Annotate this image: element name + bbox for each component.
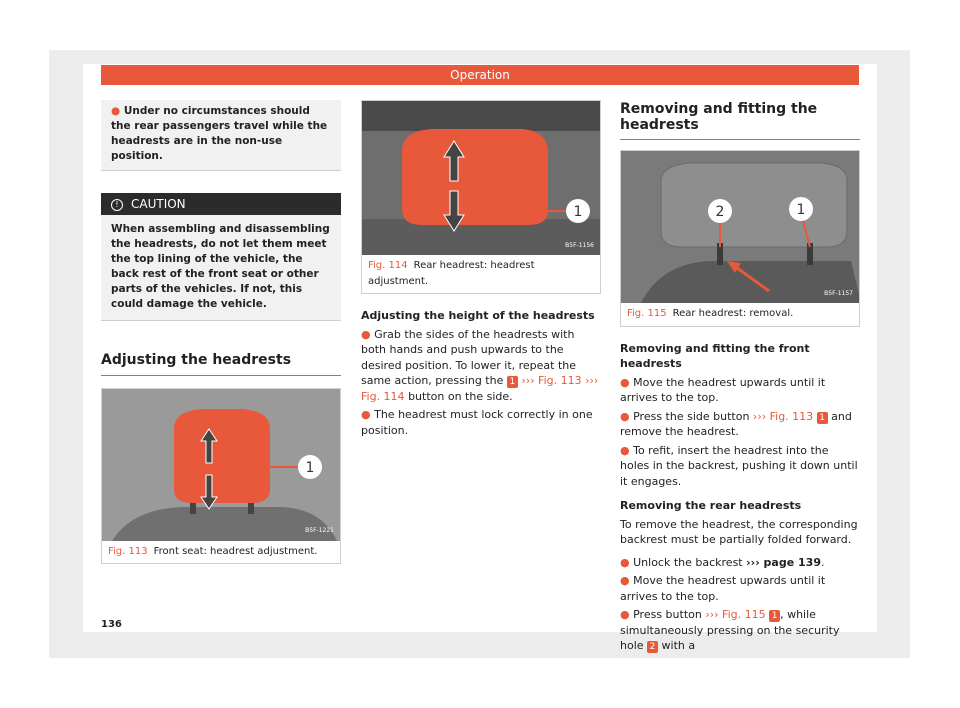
caution-text: When assembling and disassembling the headrests, do not let them meet the top lining of the vehicle, the back rest of the front seat or other parts of the vehicles. If not, this could damage the vehicle. <box>111 223 330 310</box>
figure-115-callout-2: 2 <box>715 204 725 220</box>
figure-number: Fig. 113 <box>108 545 148 557</box>
callout-badge: 2 <box>647 641 658 653</box>
figure-number: Fig. 115 <box>627 308 667 319</box>
paragraph: ● Unlock the backrest ››› page 139. <box>620 555 825 569</box>
bullet-icon: ● <box>620 555 630 569</box>
bullet-icon: ● <box>620 409 630 423</box>
paragraph: ● Move the headrest upwards until it arrives to the top. <box>620 574 826 603</box>
subheading: Adjusting the height of the headrests <box>361 309 595 322</box>
headrest-removal-illustration <box>621 151 859 303</box>
paragraph: ● To refit, insert the headrest into the holes in the backrest, pushing it down until it engages. <box>620 443 858 488</box>
bullet-icon: ● <box>361 408 371 421</box>
bullet-icon: ● <box>361 327 371 341</box>
figure-code: B5F-1156 <box>565 241 594 249</box>
caption-text: Front seat: headrest adjustment. <box>153 545 318 557</box>
paragraph: ● Grab the sides of the headrests with both hands and push upwards to the desired position. To lower it, repeat the same action, pressing the 1 ››› Fig. 113 ››› Fig. 114 button on the side. <box>361 327 599 403</box>
bullet-icon: ● <box>111 105 121 117</box>
figure-code: B5F-1221 <box>305 527 334 534</box>
caption-text: Rear headrest: headrest adjustment. <box>368 260 535 287</box>
info-circle-icon: ! <box>111 199 123 211</box>
figure-link[interactable]: ››› Fig. 115 <box>705 608 766 621</box>
figure-115-image <box>621 151 859 303</box>
figure-113-image <box>102 389 340 541</box>
subheading: Removing and fitting the front headrests <box>620 341 810 370</box>
figure-115-callout-1: 1 <box>796 202 806 218</box>
column-1 <box>101 100 341 564</box>
chapter-header: Operation <box>101 65 859 85</box>
paragraph: ● Move the headrest upwards until it arrives to the top. <box>620 375 826 404</box>
paragraph: ● The headrest must lock correctly in one position. <box>361 408 593 437</box>
figure-link[interactable]: ››› Fig. 114 <box>361 374 599 403</box>
caption-text: Rear headrest: removal. <box>672 308 794 319</box>
figure-caption <box>362 255 600 293</box>
callout-badge: 1 <box>769 610 780 622</box>
bullet-icon: ● <box>620 608 630 621</box>
figure-caption <box>621 303 859 326</box>
warning-text: Under no circumstances should the rear passengers travel while the headrests are in the non-use position. <box>111 105 328 162</box>
subheading: Removing the rear headrests <box>620 499 802 512</box>
figure-115 <box>620 150 860 327</box>
column-3 <box>620 100 860 654</box>
figure-caption <box>102 541 340 564</box>
figure-link[interactable]: ››› Fig. 113 <box>521 374 582 387</box>
paragraph: ● Press the side button ››› Fig. 113 1 and remove the headrest. <box>620 409 852 438</box>
paragraph: To remove the headrest, the corresponding backrest must be partially folded forward. <box>620 517 858 546</box>
figure-113 <box>101 388 341 565</box>
figure-114-callout: 1 <box>573 204 583 220</box>
warning-box <box>101 100 341 171</box>
caution-header <box>101 193 341 215</box>
rear-headrest-illustration <box>362 101 600 255</box>
caution-label: CAUTION <box>131 197 186 211</box>
column-2 <box>361 100 601 438</box>
section-title: Adjusting the headrests <box>101 353 341 376</box>
bullet-icon: ● <box>620 574 630 587</box>
figure-113-callout: 1 <box>305 459 315 476</box>
figure-number: Fig. 114 <box>368 260 408 271</box>
figure-114 <box>361 100 601 294</box>
callout-badge: 1 <box>507 376 518 388</box>
figure-code: B5F-1157 <box>824 289 853 297</box>
figure-114-image <box>362 101 600 255</box>
front-seat-headrest-illustration <box>102 389 340 541</box>
caution-box <box>101 193 341 321</box>
section-title: Removing and fitting the headrests <box>620 100 860 140</box>
bullet-icon: ● <box>620 375 630 389</box>
page-number: 136 <box>101 619 122 630</box>
paragraph: ● Press button ››› Fig. 115 1 , while simultaneously pressing on the security hole 2 with a <box>620 608 840 652</box>
bullet-icon: ● <box>620 443 630 457</box>
callout-badge: 1 <box>817 412 828 424</box>
page-link[interactable]: ››› page 139 <box>746 555 821 569</box>
figure-link[interactable]: ››› Fig. 113 <box>752 409 814 423</box>
